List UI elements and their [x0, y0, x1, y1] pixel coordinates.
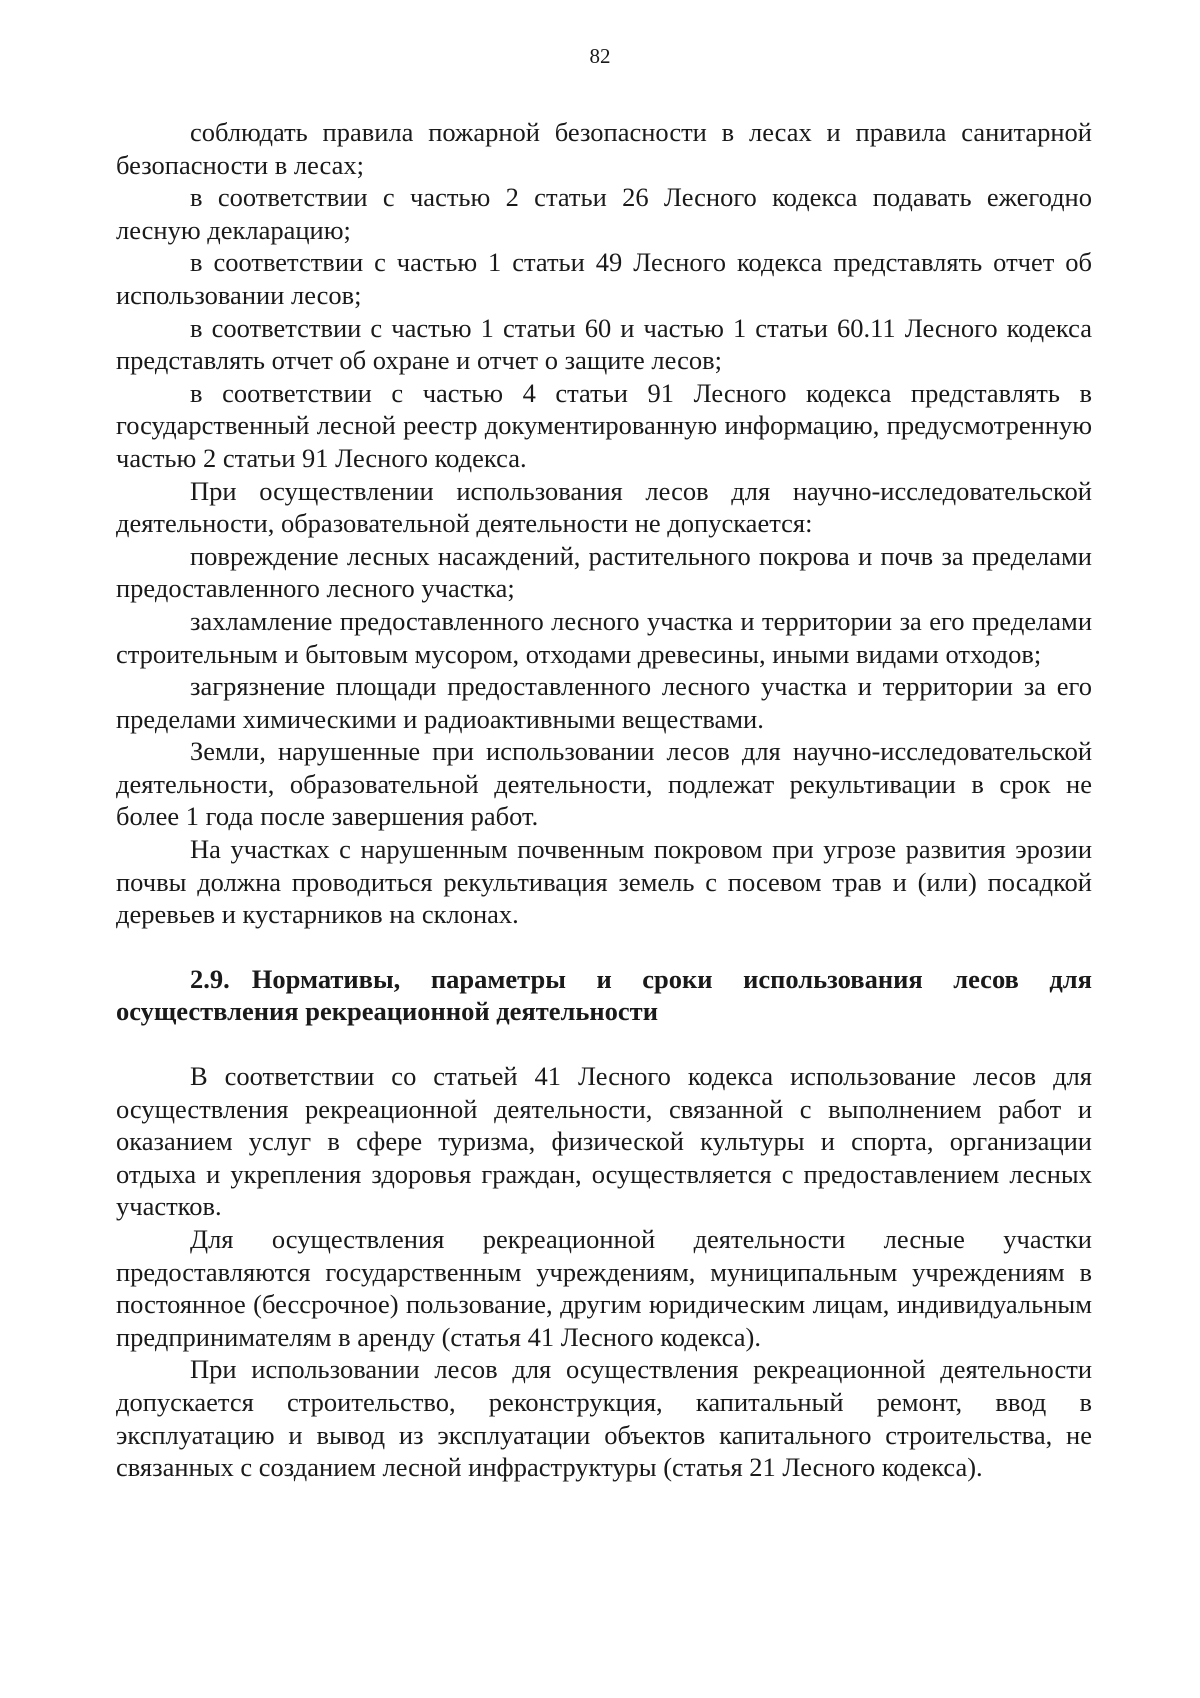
paragraph-usage-report: в соответствии с частью 1 статьи 49 Лесного кодекса представлять отчет об использовании лесов;	[116, 247, 1092, 310]
section-number: 2.9.	[190, 963, 230, 994]
paragraph-erosion-recultivation: На участках с нарушенным почвенным покровом при угрозе развития эрозии почвы должна проводиться рекультивация земель с посевом трав и (или) посадкой деревьев и кустарников на склонах.	[116, 834, 1092, 930]
paragraph-recreation-land-provision: Для осуществления рекреационной деятельности лесные участки предоставляются государственным учреждениям, муниципальным учреждениям в постоянное (бессрочное) пользование, другим юридическим лицам, индивидуальным предпринимателям в аренду (статья 41 Лесного кодекса).	[116, 1224, 1092, 1352]
paragraph-forest-registry: в соответствии с частью 4 статьи 91 Лесного кодекса представлять в государственный лесной реестр документированную информацию, предусмотренную частью 2 статьи 91 Лесного кодекса.	[116, 377, 1092, 473]
paragraph-land-recultivation: Земли, нарушенные при использовании лесов для научно-исследовательской деятельности, образовательной деятельности, подлежат рекультивации в срок не более 1 года после завершения работ.	[116, 736, 1092, 832]
paragraph-recreation-construction: При использовании лесов для осуществления рекреационной деятельности допускается строительство, реконструкция, капитальный ремонт, ввод в эксплуатацию и вывод из эксплуатации объектов капитального строительства, не связанных с созданием лесной инфраструктуры (статья 21 Лесного кодекса).	[116, 1354, 1092, 1483]
paragraph-littering-prohibition: захламление предоставленного лесного участка и территории за его пределами строительным и бытовым мусором, отходами древесины, иными видами отходов;	[116, 605, 1092, 669]
paragraph-prohibitions-intro: При осуществлении использования лесов для научно-исследовательской деятельности, образовательной деятельности не допускается:	[116, 475, 1092, 539]
document-body	[116, 116, 1092, 1484]
page-number: 82	[589, 44, 611, 68]
paragraph-fire-safety: соблюдать правила пожарной безопасности в лесах и правила санитарной безопасности в лесах;	[116, 117, 1092, 180]
paragraph-damage-prohibition: повреждение лесных насаждений, растительного покрова и почв за пределами предоставленного лесного участка;	[116, 540, 1092, 604]
paragraph-forest-declaration: в соответствии с частью 2 статьи 26 Лесного кодекса подавать ежегодно лесную декларацию;	[116, 182, 1092, 245]
section-heading	[116, 963, 1092, 1028]
paragraph-pollution-prohibition: загрязнение площади предоставленного лесного участка и территории за его пределами химическими и радиоактивными веществами.	[116, 671, 1092, 734]
paragraph-protection-report: в соответствии с частью 1 статьи 60 и частью 1 статьи 60.11 Лесного кодекса представлять отчет об охране и отчет о защите лесов;	[116, 312, 1092, 376]
section-title: Нормативы, параметры и сроки использования лесов для осуществления рекреационной деятельности	[116, 963, 1092, 1027]
paragraph-recreation-article-41: В соответствии со статьей 41 Лесного кодекса использование лесов для осуществления рекреационной деятельности, связанной с выполнением работ и оказанием услуг в сфере туризма, физической культуры и спорта, организации отдыха и укрепления здоровья граждан, осуществляется с предоставлением лесных участков.	[116, 1061, 1092, 1222]
